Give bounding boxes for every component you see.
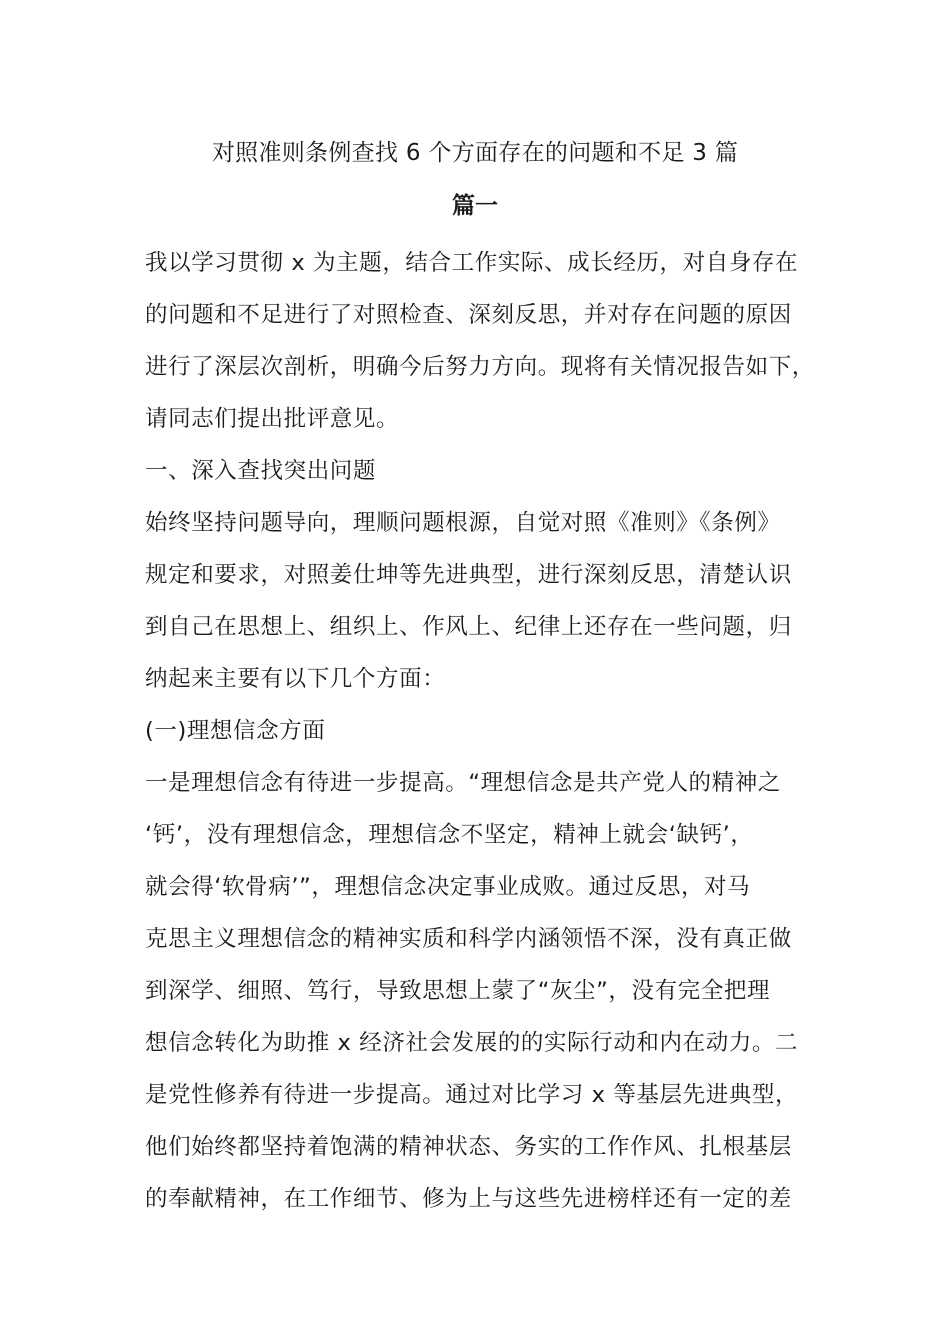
body-line: 的问题和不足进行了对照检查、深刻反思，并对存在问题的原因 [145,302,792,328]
body-line: 克思主义理想信念的精神实质和科学内涵领悟不深，没有真正做 [145,926,792,952]
body-line: 规定和要求，对照姜仕坤等先进典型，进行深刻反思，清楚认识 [145,562,792,588]
body-line: 纳起来主要有以下几个方面： [145,666,446,692]
subsection-heading: (一)理想信念方面 [145,718,326,744]
body-line: 就会得‘软骨病’”，理想信念决定事业成败。通过反思，对马 [145,874,751,900]
document-title: 对照准则条例查找 6 个方面存在的问题和不足 3 篇 [211,140,739,166]
body-line: 他们始终都坚持着饱满的精神状态、务实的工作作风、扎根基层 [145,1134,792,1160]
body-line: 始终坚持问题导向，理顺问题根源，自觉对照《准则》《条例》 [145,510,781,536]
body-line: 到深学、细照、笃行，导致思想上蒙了“灰尘”，没有完全把理 [145,978,771,1004]
body-line: ‘钙’，没有理想信念，理想信念不坚定，精神上就会‘缺钙’， [145,822,754,848]
body-line: 是党性修养有待进一步提高。通过对比学习 x 等基层先进典型， [145,1082,799,1108]
body-line: 到自己在思想上、组织上、作风上、纪律上还存在一些问题，归 [145,614,792,640]
body-line: 我以学习贯彻 x 为主题，结合工作实际、成长经历，对自身存在 [145,250,799,276]
body-line: 进行了深层次剖析，明确今后努力方向。现将有关情况报告如下， [145,354,815,380]
document-subtitle: 篇一 [452,193,498,219]
body-line: 请同志们提出批评意见。 [145,406,400,432]
body-line: 一是理想信念有待进一步提高。“理想信念是共产党人的精神之 [145,770,781,796]
body-line: 想信念转化为助推 x 经济社会发展的的实际行动和内在动力。二 [145,1030,799,1056]
body-line: 的奉献精神，在工作细节、修为上与这些先进榜样还有一定的差 [145,1186,792,1212]
section-heading: 一、深入查找突出问题 [145,458,377,484]
